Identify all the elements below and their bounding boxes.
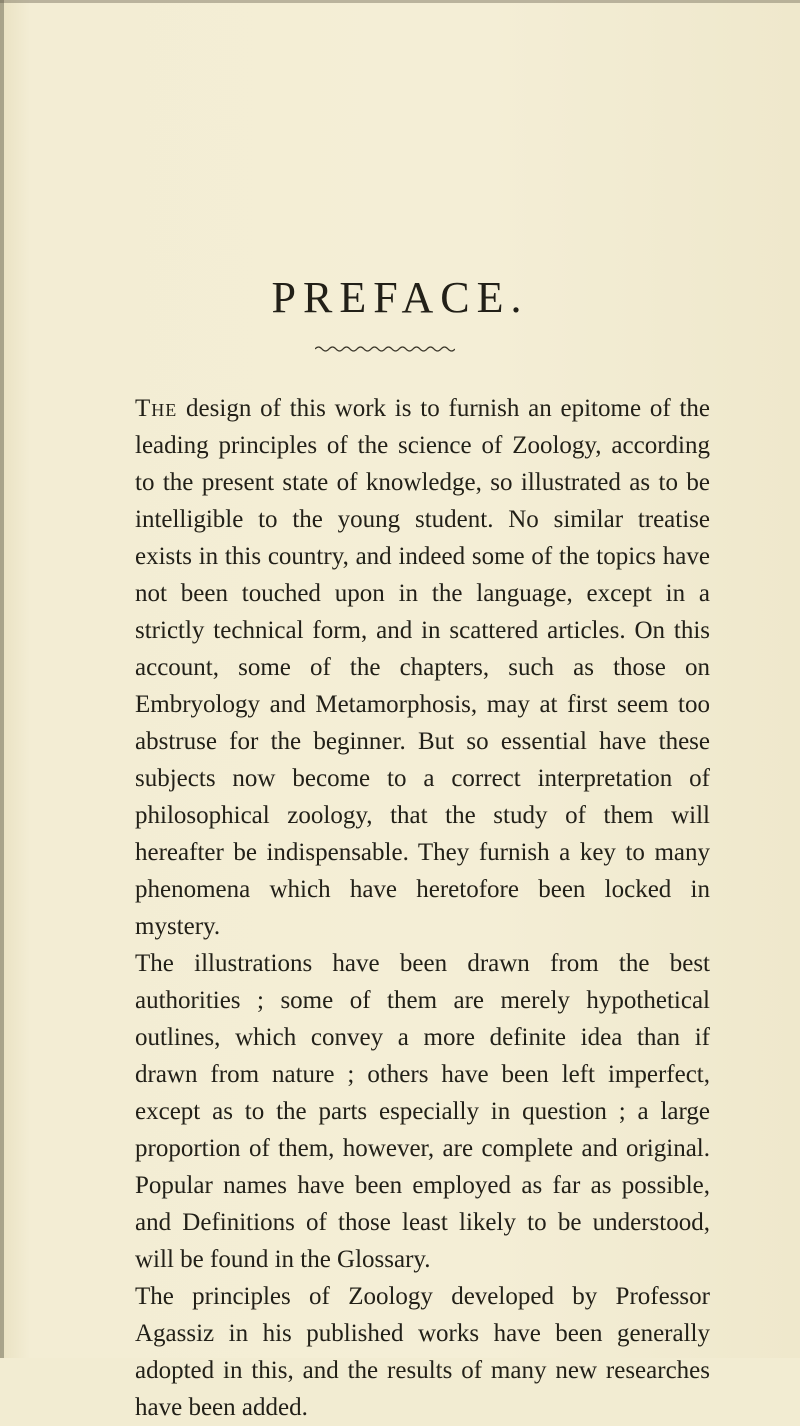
paragraph-lead-word: The: [135, 395, 178, 422]
paragraph-1: [135, 390, 710, 945]
paragraph-text: The principles of Zoology developed by Professor Agassiz in his published works have been generally adopted in this, and the results of many new researches have been added.: [135, 1283, 710, 1421]
preface-body: [135, 390, 710, 1426]
page-top-edge: [0, 0, 800, 3]
paragraph-2: [135, 945, 710, 1278]
wavy-rule-ornament: [315, 344, 455, 354]
paragraph-text: design of this work is to furnish an epitome of the leading principles of the science of Zoology, according to the present state of knowledge, so illustrated as to be intelligible to the young student. No similar treatise exists in this country, and indeed some of the topics have not been touched upon in the language, except in a strictly technical form, and in scattered articles. On this account, some of the chapters, such as those on Embryology and Metamorphosis, may at first seem too abstruse for the beginner. But so essential have these subjects now become to a correct interpretation of philosophical zoology, that the study of them will hereafter be indispensable. They furnish a key to many phenomena which have heretofore been locked in mystery.: [135, 395, 710, 940]
paragraph-text: The illustrations have been drawn from the best authorities ; some of them are merely hypothetical outlines, which convey a more definite idea than if drawn from nature ; others have been left imperfect, except as to the parts especially in question ; a large proportion of them, however, are complete and original. Popular names have been employed as far as possible, and Definitions of those least likely to be understood, will be found in the Glossary.: [135, 950, 710, 1273]
page-title: PREFACE.: [271, 273, 529, 322]
page-binding-edge: [0, 0, 4, 1358]
paragraph-3: [135, 1278, 710, 1426]
